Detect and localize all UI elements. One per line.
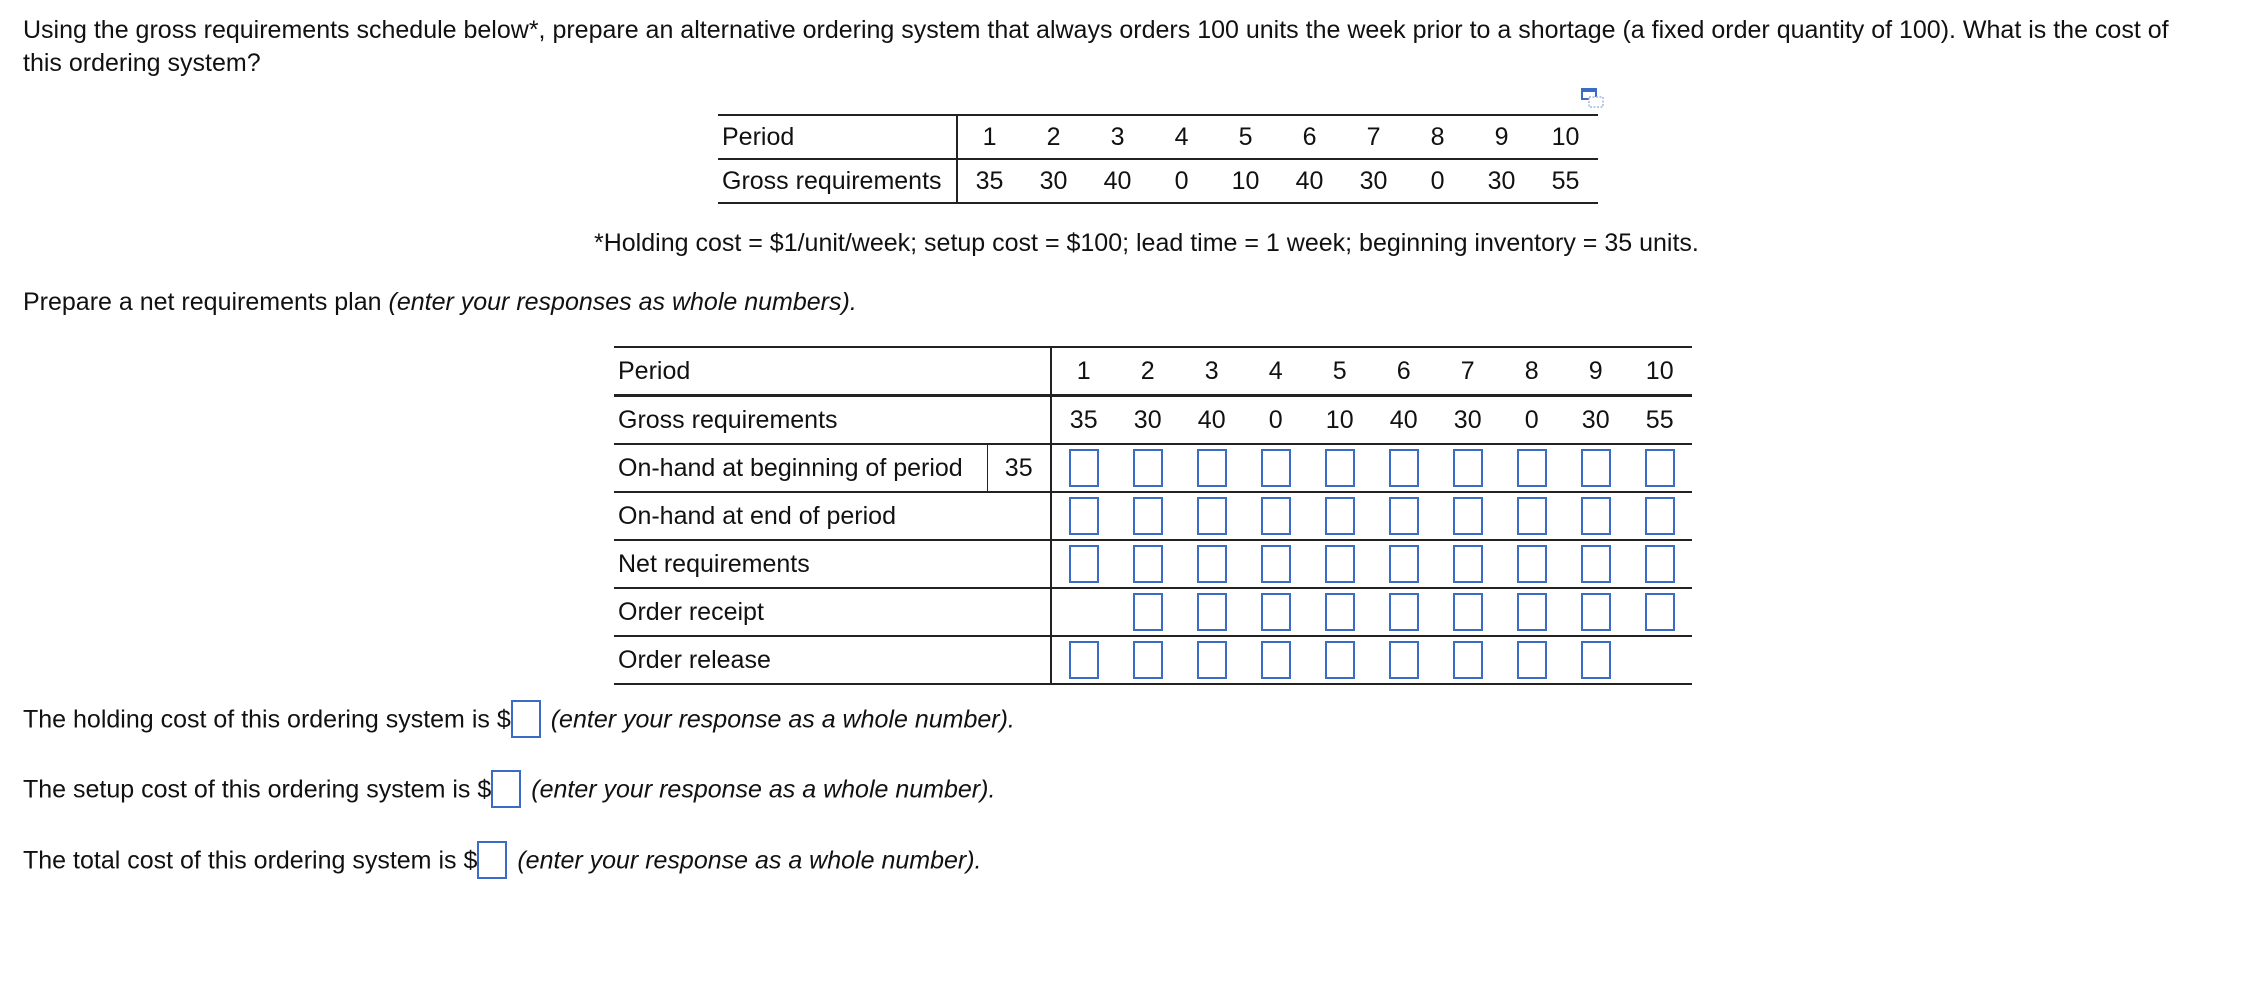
onhand-end-input[interactable] [1517,497,1547,535]
schedule-period: 3 [1086,115,1150,159]
plan-gross-value: 30 [1116,396,1180,445]
setup-cost-prefix: The setup cost of this ordering system is $ [23,775,492,804]
setup-cost-input[interactable] [491,770,521,808]
onhand-begin-input[interactable] [1261,449,1291,487]
schedule-gross-value: 40 [1278,159,1342,203]
schedule-period: 2 [1022,115,1086,159]
onhand-begin-input[interactable] [1453,449,1483,487]
plan-order-release-row [614,636,1692,684]
holding-cost-input[interactable] [511,700,541,738]
plan-net-label: Net requirements [614,540,1050,588]
plan-period: 5 [1308,347,1372,396]
prepare-text: Prepare a net requirements plan [23,288,389,316]
plan-gross-value: 10 [1308,396,1372,445]
plan-period: 9 [1564,347,1628,396]
plan-order-release-label: Order release [614,636,1050,684]
onhand-begin-input[interactable] [1197,449,1227,487]
schedule-gross-label: Gross requirements [718,159,957,203]
plan-period: 2 [1116,347,1180,396]
plan-gross-row [614,396,1692,445]
onhand-end-input[interactable] [1069,497,1099,535]
onhand-begin-input[interactable] [1325,449,1355,487]
order-release-input[interactable] [1389,641,1419,679]
order-release-input[interactable] [1517,641,1547,679]
question-line-2: this ordering system? [23,49,261,77]
plan-onhand-begin-row [614,444,1692,492]
order-receipt-input[interactable] [1197,593,1227,631]
order-release-input[interactable] [1133,641,1163,679]
net-requirements-plan [614,346,1692,685]
net-requirement-input[interactable] [1325,545,1355,583]
net-requirement-input[interactable] [1645,545,1675,583]
onhand-end-input[interactable] [1325,497,1355,535]
onhand-begin-input[interactable] [1645,449,1675,487]
schedule-period: 1 [957,115,1022,159]
plan-gross-value: 35 [1051,396,1116,445]
schedule-gross-value: 40 [1086,159,1150,203]
prepare-instruction [23,288,857,317]
schedule-period: 6 [1278,115,1342,159]
plan-period: 8 [1500,347,1564,396]
plan-onhand-begin-initial: 35 [987,444,1050,492]
onhand-end-input[interactable] [1645,497,1675,535]
plan-period: 3 [1180,347,1244,396]
plan-onhand-end-label: On-hand at end of period [614,492,1050,540]
onhand-end-input[interactable] [1133,497,1163,535]
plan-period: 7 [1436,347,1500,396]
net-requirement-input[interactable] [1069,545,1099,583]
schedule-period: 5 [1214,115,1278,159]
plan-order-receipt-label: Order receipt [614,588,1050,636]
plan-period-label: Period [614,347,1050,396]
plan-period: 10 [1628,347,1692,396]
plan-gross-value: 40 [1180,396,1244,445]
onhand-end-input[interactable] [1453,497,1483,535]
onhand-begin-input[interactable] [1389,449,1419,487]
schedule-gross-row [718,159,1598,203]
onhand-begin-input[interactable] [1133,449,1163,487]
schedule-period: 10 [1534,115,1598,159]
order-receipt-input[interactable] [1581,593,1611,631]
setup-cost-question [23,772,995,810]
onhand-end-input[interactable] [1581,497,1611,535]
order-receipt-input[interactable] [1517,593,1547,631]
setup-cost-hint: (enter your response as a whole number). [531,775,996,804]
schedule-period: 7 [1342,115,1406,159]
schedule-period: 8 [1406,115,1470,159]
order-receipt-input[interactable] [1261,593,1291,631]
order-release-input[interactable] [1581,641,1611,679]
holding-cost-hint: (enter your response as a whole number). [550,705,1015,734]
gross-requirements-schedule [718,114,1598,204]
order-receipt-input[interactable] [1325,593,1355,631]
plan-period: 4 [1244,347,1308,396]
plan-gross-label: Gross requirements [614,396,1050,445]
plan-period: 6 [1372,347,1436,396]
order-receipt-input[interactable] [1389,593,1419,631]
onhand-begin-input[interactable] [1069,449,1099,487]
plan-period-row [614,347,1692,396]
net-requirement-input[interactable] [1581,545,1611,583]
net-requirement-input[interactable] [1133,545,1163,583]
plan-gross-value: 0 [1244,396,1308,445]
order-release-input[interactable] [1197,641,1227,679]
schedule-gross-value: 30 [1470,159,1534,203]
onhand-end-input[interactable] [1261,497,1291,535]
schedule-gross-value: 0 [1150,159,1214,203]
schedule-gross-value: 30 [1342,159,1406,203]
cost-footnote: *Holding cost = $1/unit/week; setup cost = $100; lead time = 1 week; beginning inventory = 35 units. [594,229,1699,257]
plan-gross-value: 30 [1564,396,1628,445]
order-release-input[interactable] [1325,641,1355,679]
onhand-end-input[interactable] [1197,497,1227,535]
question-line-1: Using the gross requirements schedule below*, prepare an alternative ordering system that always orders 100 units the week prior to a shortage (a fixed order quantity of 100). What is the cost of [23,16,2169,44]
question-text [23,14,2245,80]
order-release-input[interactable] [1261,641,1291,679]
schedule-period-label: Period [718,115,957,159]
plan-period: 1 [1051,347,1116,396]
schedule-gross-value: 30 [1022,159,1086,203]
net-requirement-input[interactable] [1453,545,1483,583]
plan-gross-value: 40 [1372,396,1436,445]
schedule-period: 9 [1470,115,1534,159]
plan-onhand-begin-label: On-hand at beginning of period [614,444,987,492]
plan-order-receipt-row [614,588,1692,636]
total-cost-input[interactable] [477,841,507,879]
onhand-end-input[interactable] [1389,497,1419,535]
schedule-gross-value: 55 [1534,159,1598,203]
schedule-period-row [718,115,1598,159]
onhand-begin-input[interactable] [1517,449,1547,487]
schedule-gross-value: 10 [1214,159,1278,203]
schedule-gross-value: 0 [1406,159,1470,203]
copy-icon[interactable] [1580,86,1606,110]
holding-cost-prefix: The holding cost of this ordering system is $ [23,705,511,734]
order-release-input[interactable] [1069,641,1099,679]
net-requirement-input[interactable] [1389,545,1419,583]
plan-gross-value: 30 [1436,396,1500,445]
plan-gross-value: 55 [1628,396,1692,445]
net-requirement-input[interactable] [1517,545,1547,583]
net-requirement-input[interactable] [1197,545,1227,583]
total-cost-hint: (enter your response as a whole number). [517,846,982,875]
order-receipt-input[interactable] [1453,593,1483,631]
plan-net-row [614,540,1692,588]
order-release-input[interactable] [1453,641,1483,679]
holding-cost-question [23,702,1015,740]
net-requirement-input[interactable] [1261,545,1291,583]
prepare-hint: (enter your responses as whole numbers). [388,288,857,316]
total-cost-prefix: The total cost of this ordering system is $ [23,846,478,875]
schedule-gross-value: 35 [957,159,1022,203]
total-cost-question [23,843,981,881]
onhand-begin-input[interactable] [1581,449,1611,487]
plan-onhand-end-row [614,492,1692,540]
order-receipt-input[interactable] [1133,593,1163,631]
plan-gross-value: 0 [1500,396,1564,445]
schedule-period: 4 [1150,115,1214,159]
order-receipt-input[interactable] [1645,593,1675,631]
